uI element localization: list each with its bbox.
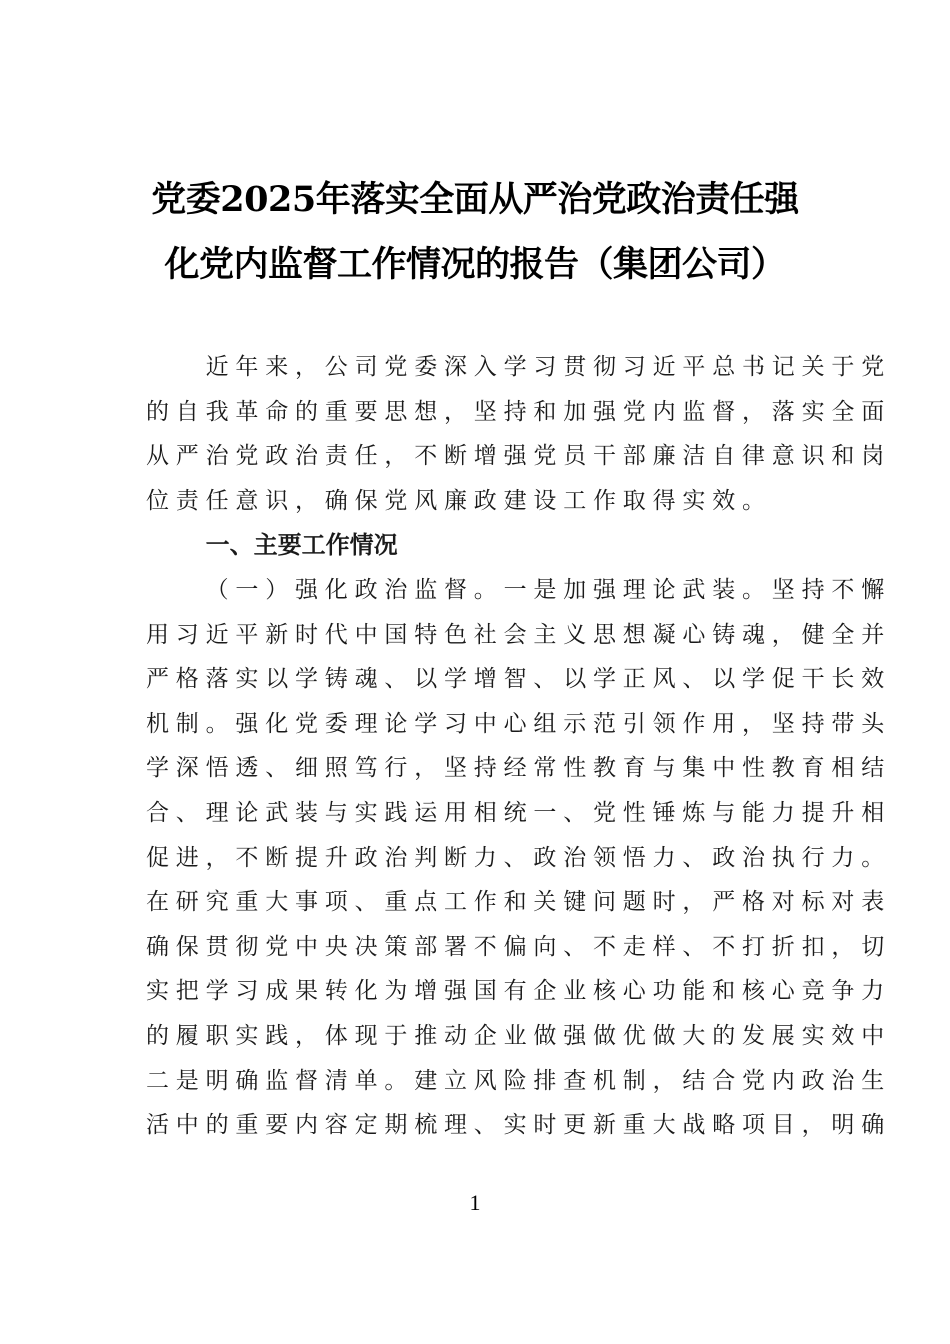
paragraph-line: 从严治党政治责任，不断增强党员干部廉洁自律意识和岗 bbox=[146, 443, 891, 470]
page-number: 1 bbox=[469, 1190, 481, 1215]
paragraph-line: 促进，不断提升政治判断力、政治领悟力、政治执行力。 bbox=[146, 844, 891, 871]
paragraph-line: 的履职实践，体现于推动企业做强做优做大的发展实效中 bbox=[146, 1023, 891, 1049]
paragraph-line: 机制。强化党委理论学习中心组示范引领作用，坚持带头 bbox=[146, 710, 891, 737]
paragraph-line: 活中的重要内容定期梳理、实时更新重大战略项目，明确 bbox=[146, 1112, 891, 1139]
paragraph-line: 实把学习成果转化为增强国有企业核心功能和核心竞争力 bbox=[146, 978, 891, 1005]
document-title-line-2: 化党内监督工作情况的报告（集团公司） bbox=[164, 244, 786, 285]
paragraph-line: （一）强化政治监督。一是加强理论武装。坚持不懈 bbox=[205, 577, 891, 603]
paragraph-line: 在研究重大事项、重点工作和关键问题时，严格对标对表 bbox=[146, 889, 891, 916]
paragraph-line: 学深悟透、细照笃行，坚持经常性教育与集中性教育相结 bbox=[146, 755, 891, 782]
paragraph-line: 确保贯彻党中央决策部署不偏向、不走样、不打折扣，切 bbox=[146, 933, 891, 960]
paragraph-line: 合、理论武装与实践运用相统一、党性锤炼与能力提升相 bbox=[146, 800, 891, 826]
paragraph-line: 的自我革命的重要思想，坚持和加强党内监督，落实全面 bbox=[146, 398, 891, 425]
paragraph-line: 近年来，公司党委深入学习贯彻习近平总书记关于党 bbox=[205, 354, 891, 380]
paragraph-line: 二是明确监督清单。建立风险排查机制，结合党内政治生 bbox=[146, 1067, 891, 1094]
paragraph-line: 用习近平新时代中国特色社会主义思想凝心铸魂，健全并 bbox=[146, 621, 891, 648]
document-title-line-1: 党委2025年落实全面从严治党政治责任强 bbox=[151, 179, 799, 220]
paragraph-line: 位责任意识，确保党风廉政建设工作取得实效。 bbox=[146, 487, 772, 514]
paragraph-line: 严格落实以学铸魂、以学增智、以学正风、以学促干长效 bbox=[146, 666, 891, 693]
section-heading: 一、主要工作情况 bbox=[205, 531, 398, 560]
